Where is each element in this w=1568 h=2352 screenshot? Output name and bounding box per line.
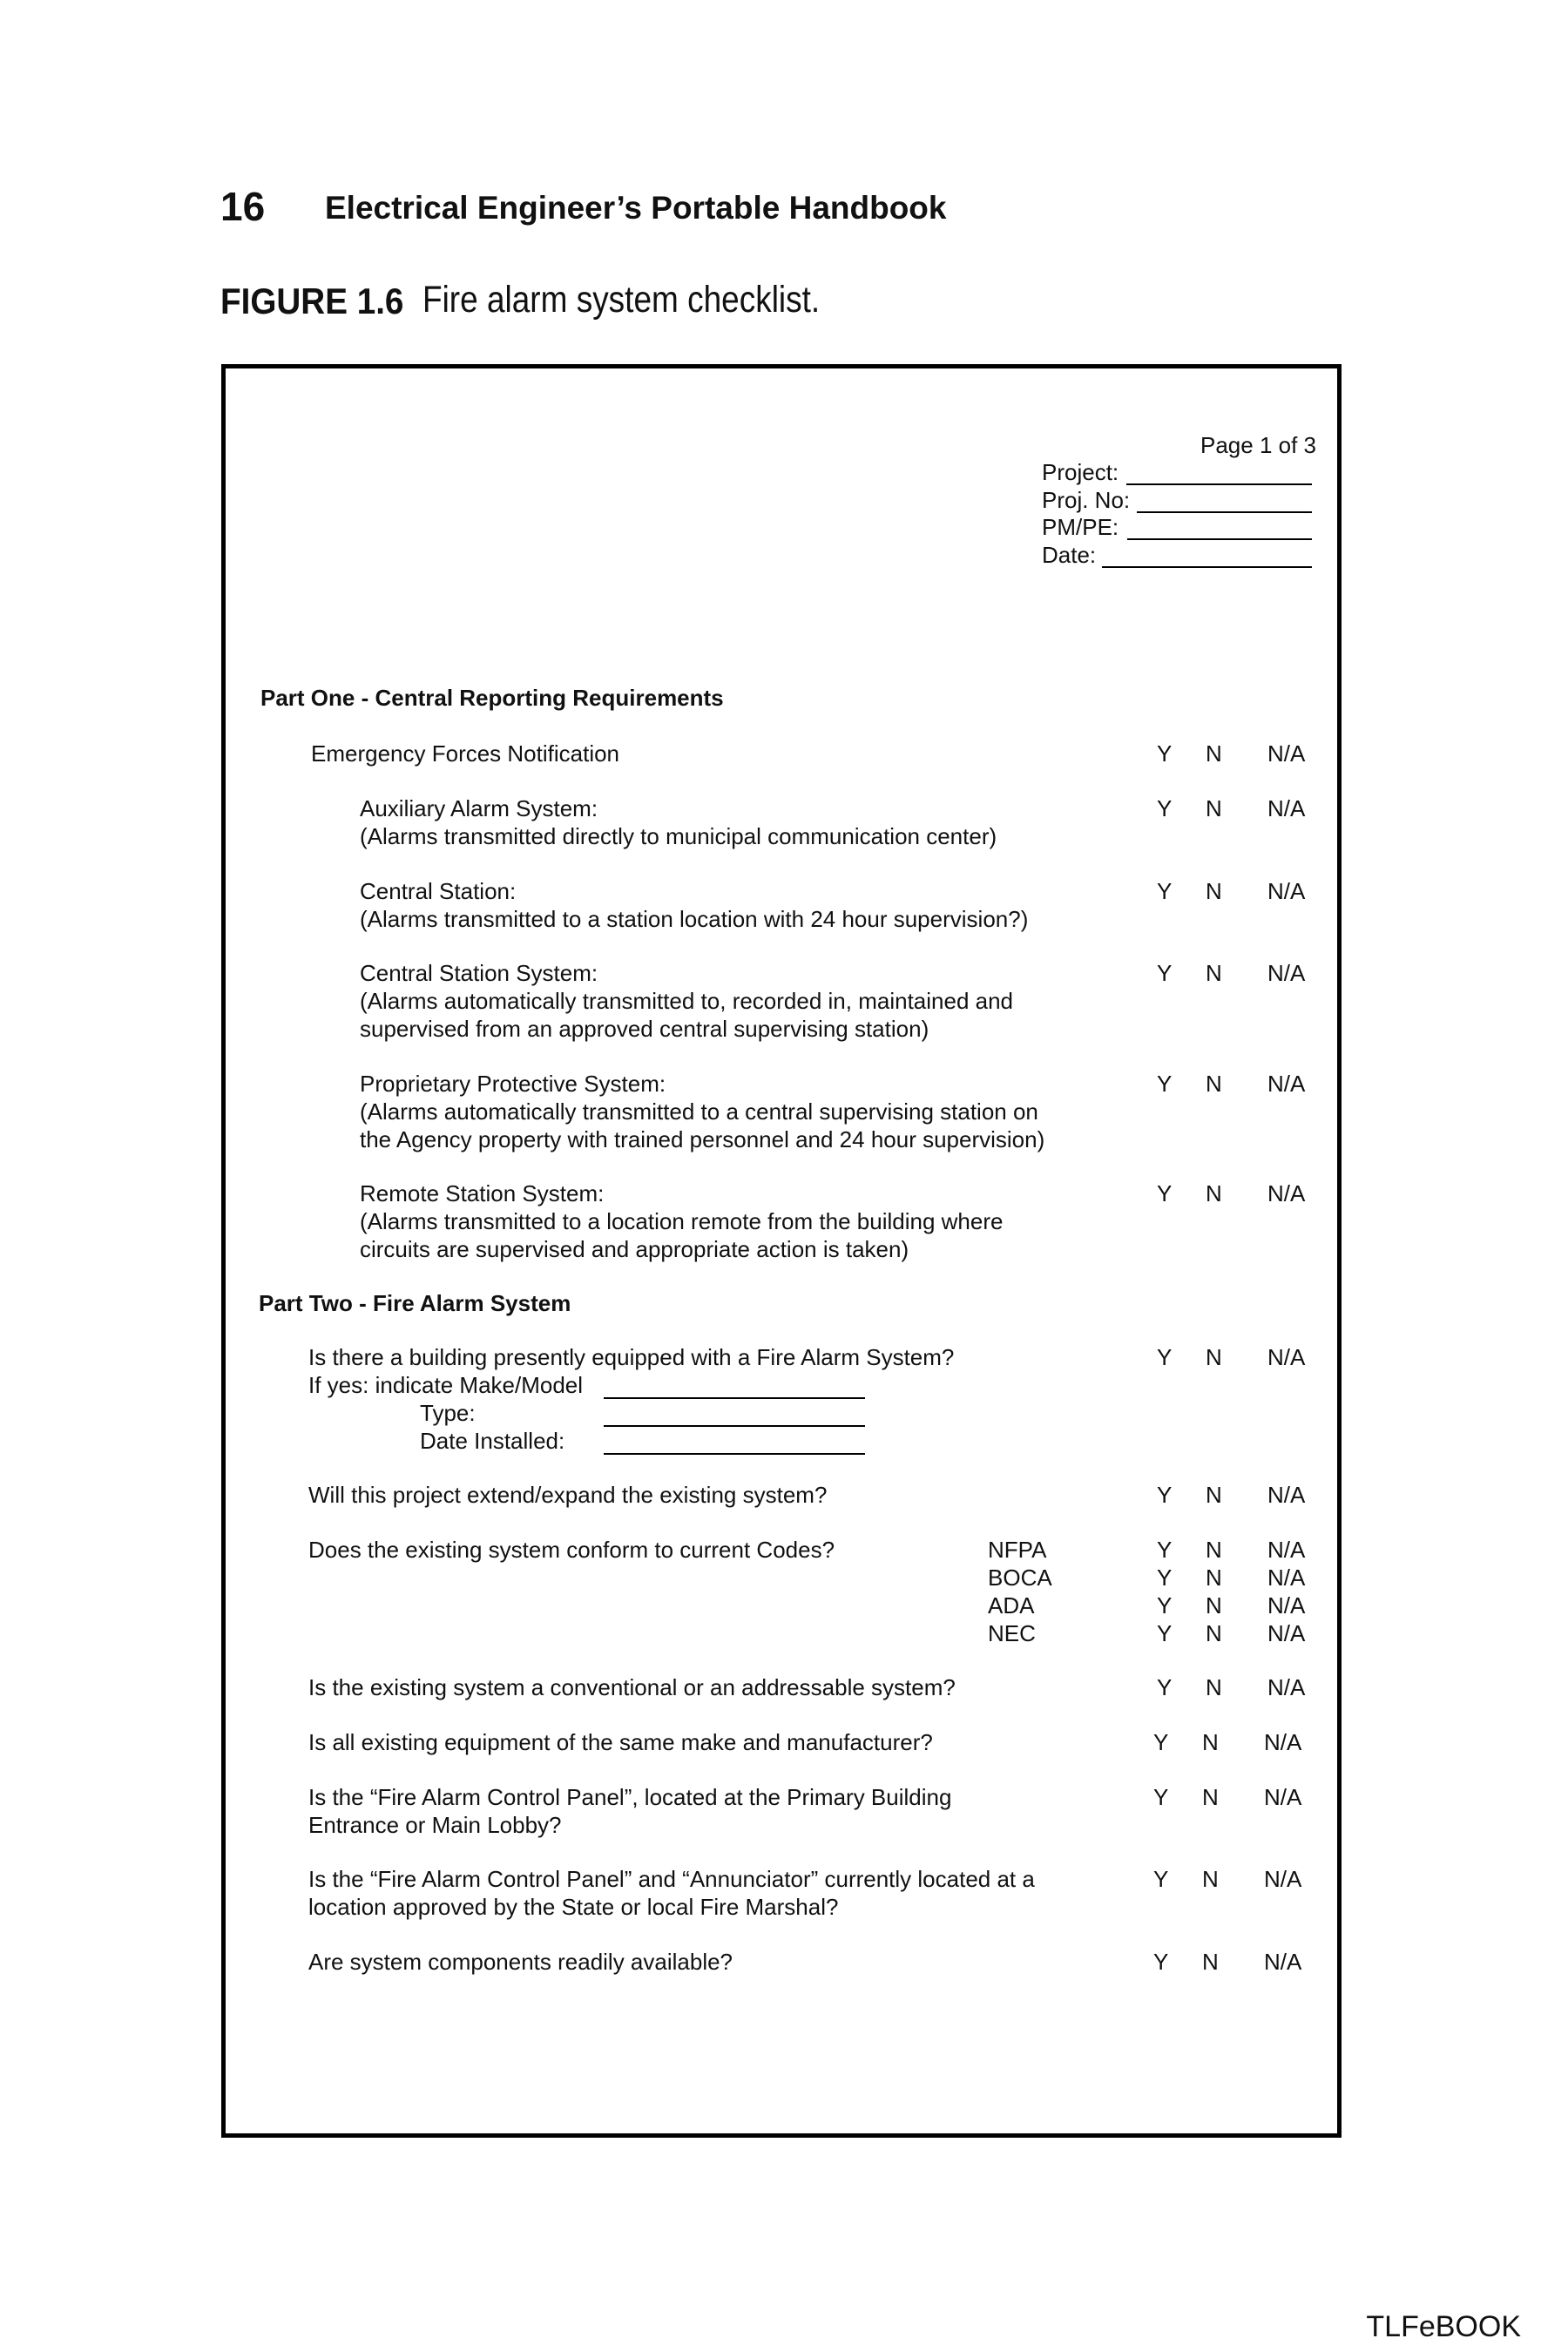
part-one-title: Part One - Central Reporting Requirements <box>260 685 724 711</box>
type-field-line[interactable] <box>604 1425 865 1427</box>
answer-n[interactable]: N <box>1206 1565 1222 1591</box>
item-description: (Alarms automatically transmitted to, recorded in, maintained and <box>360 988 1014 1014</box>
code-nfpa: NFPA <box>988 1537 1047 1563</box>
pm-pe-field-line[interactable] <box>1127 538 1312 540</box>
item-description: circuits are supervised and appropriate action is taken) <box>360 1236 909 1262</box>
question-conventional-addressable: Is the existing system a conventional or an addressable system? <box>308 1674 956 1700</box>
answer-n[interactable]: N <box>1206 1674 1222 1700</box>
answer-n[interactable]: N <box>1206 1180 1222 1206</box>
question-extend-system: Will this project extend/expand the existing system? <box>308 1482 828 1508</box>
answer-n[interactable]: N <box>1206 960 1222 986</box>
answer-y[interactable]: Y <box>1157 1565 1173 1591</box>
answer-y[interactable]: Y <box>1153 1866 1169 1892</box>
answer-na[interactable]: N/A <box>1267 1180 1306 1206</box>
answer-na[interactable]: N/A <box>1264 1784 1302 1810</box>
answer-na[interactable]: N/A <box>1267 740 1306 767</box>
proj-no-label: Proj. No: <box>1042 487 1131 513</box>
answer-y[interactable]: Y <box>1157 1180 1173 1206</box>
answer-na[interactable]: N/A <box>1267 795 1306 821</box>
item-description: (Alarms transmitted to a location remote from the building where <box>360 1208 1004 1234</box>
item-title: Central Station System: <box>360 960 598 986</box>
item-description: supervised from an approved central supervising station) <box>360 1016 929 1042</box>
answer-na[interactable]: N/A <box>1264 1866 1302 1892</box>
answer-y[interactable]: Y <box>1157 878 1173 904</box>
project-label: Project: <box>1042 459 1119 485</box>
watermark: TLFeBOOK <box>1366 2310 1521 2343</box>
code-boca: BOCA <box>988 1565 1052 1591</box>
answer-y[interactable]: Y <box>1157 1344 1173 1370</box>
question-annunciator-location: Is the “Fire Alarm Control Panel” and “Annunciator” currently located at a <box>308 1866 1035 1892</box>
project-field-line[interactable] <box>1126 483 1312 485</box>
answer-n[interactable]: N <box>1206 878 1222 904</box>
answer-na[interactable]: N/A <box>1267 1620 1306 1646</box>
emergency-forces-notification: Emergency Forces Notification <box>311 740 620 767</box>
question-existing-system: Is there a building presently equipped with a Fire Alarm System? <box>308 1344 955 1370</box>
item-title: Central Station: <box>360 878 517 904</box>
answer-na[interactable]: N/A <box>1264 1729 1302 1755</box>
item-title: Auxiliary Alarm System: <box>360 795 598 821</box>
date-field-line[interactable] <box>1102 566 1312 568</box>
answer-y[interactable]: Y <box>1153 1729 1169 1755</box>
answer-na[interactable]: N/A <box>1267 960 1306 986</box>
code-ada: ADA <box>988 1592 1035 1619</box>
page-number: 16 <box>220 184 266 229</box>
answer-n[interactable]: N <box>1206 1537 1222 1563</box>
answer-na[interactable]: N/A <box>1267 1482 1306 1508</box>
answer-na[interactable]: N/A <box>1267 1592 1306 1619</box>
answer-y[interactable]: Y <box>1153 1949 1169 1975</box>
answer-n[interactable]: N <box>1206 1620 1222 1646</box>
item-description: the Agency property with trained personnel and 24 hour supervision) <box>360 1126 1045 1152</box>
answer-n[interactable]: N <box>1202 1949 1219 1975</box>
answer-y[interactable]: Y <box>1157 1482 1173 1508</box>
part-two-title: Part Two - Fire Alarm System <box>259 1290 571 1316</box>
answer-y[interactable]: Y <box>1157 1592 1173 1619</box>
item-description: (Alarms transmitted directly to municipal communication center) <box>360 823 997 849</box>
answer-n[interactable]: N <box>1206 740 1222 767</box>
answer-n[interactable]: N <box>1202 1866 1219 1892</box>
answer-y[interactable]: Y <box>1157 1537 1173 1563</box>
answer-na[interactable]: N/A <box>1267 878 1306 904</box>
code-nec: NEC <box>988 1620 1036 1646</box>
answer-na[interactable]: N/A <box>1267 1344 1306 1370</box>
page-indicator: Page 1 of 3 <box>1200 432 1316 458</box>
date-installed-field-line[interactable] <box>604 1453 865 1455</box>
answer-y[interactable]: Y <box>1157 1620 1173 1646</box>
book-title: Electrical Engineer’s Portable Handbook <box>325 190 947 226</box>
item-title: Proprietary Protective System: <box>360 1071 666 1097</box>
make-model-label: If yes: indicate Make/Model <box>308 1372 584 1398</box>
answer-y[interactable]: Y <box>1157 960 1173 986</box>
answer-na[interactable]: N/A <box>1267 1071 1306 1097</box>
answer-na[interactable]: N/A <box>1264 1949 1302 1975</box>
question-control-panel-location-cont: Entrance or Main Lobby? <box>308 1812 562 1838</box>
question-control-panel-location: Is the “Fire Alarm Control Panel”, located at the Primary Building <box>308 1784 952 1810</box>
answer-y[interactable]: Y <box>1153 1784 1169 1810</box>
answer-n[interactable]: N <box>1206 795 1222 821</box>
answer-na[interactable]: N/A <box>1267 1565 1306 1591</box>
answer-y[interactable]: Y <box>1157 740 1173 767</box>
question-same-manufacturer: Is all existing equipment of the same make and manufacturer? <box>308 1729 933 1755</box>
answer-y[interactable]: Y <box>1157 1674 1173 1700</box>
answer-n[interactable]: N <box>1206 1344 1222 1370</box>
item-description: (Alarms transmitted to a station location with 24 hour supervision?) <box>360 906 1029 932</box>
figure-caption: Fire alarm system checklist. <box>422 279 821 321</box>
question-components-available: Are system components readily available? <box>308 1949 733 1975</box>
answer-n[interactable]: N <box>1202 1784 1219 1810</box>
item-title: Remote Station System: <box>360 1180 605 1206</box>
answer-y[interactable]: Y <box>1157 795 1173 821</box>
answer-n[interactable]: N <box>1206 1592 1222 1619</box>
answer-na[interactable]: N/A <box>1267 1674 1306 1700</box>
figure-label: FIGURE 1.6 <box>220 280 404 321</box>
date-label: Date: <box>1042 542 1097 568</box>
answer-n[interactable]: N <box>1206 1071 1222 1097</box>
question-conform-codes: Does the existing system conform to current Codes? <box>308 1537 835 1563</box>
date-installed-label: Date Installed: <box>420 1428 565 1454</box>
answer-y[interactable]: Y <box>1157 1071 1173 1097</box>
item-description: (Alarms automatically transmitted to a central supervising station on <box>360 1098 1038 1125</box>
proj-no-field-line[interactable] <box>1137 511 1312 513</box>
pm-pe-label: PM/PE: <box>1042 514 1119 540</box>
make-model-field-line[interactable] <box>604 1397 865 1399</box>
type-label: Type: <box>420 1400 476 1426</box>
answer-na[interactable]: N/A <box>1267 1537 1306 1563</box>
answer-n[interactable]: N <box>1206 1482 1222 1508</box>
question-annunciator-location-cont: location approved by the State or local Fire Marshal? <box>308 1894 839 1920</box>
answer-n[interactable]: N <box>1202 1729 1219 1755</box>
